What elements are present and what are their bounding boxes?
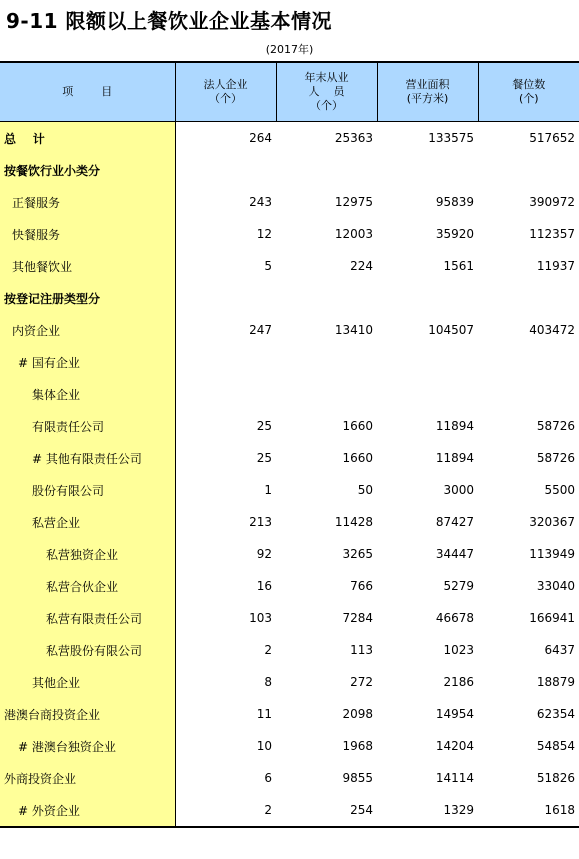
cell-seats bbox=[478, 154, 579, 186]
row-label bbox=[0, 474, 175, 506]
table-row bbox=[0, 762, 579, 794]
cell-area: 46678 bbox=[435, 611, 474, 625]
header-staff bbox=[276, 62, 377, 122]
cell-legal-entities: 11 bbox=[256, 707, 272, 721]
cell-seats: 6437 bbox=[544, 643, 575, 657]
cell-area: 1561 bbox=[443, 259, 474, 273]
cell-staff: 2098 bbox=[342, 707, 373, 721]
cell-area bbox=[377, 378, 478, 410]
table-row bbox=[0, 410, 579, 442]
row-label-text: 总 计 bbox=[4, 131, 45, 146]
row-label-text: 按登记注册类型分 bbox=[4, 291, 101, 306]
cell-area: 14204 bbox=[435, 739, 474, 753]
row-label bbox=[0, 634, 175, 666]
row-label bbox=[0, 346, 175, 378]
row-label bbox=[0, 282, 175, 314]
cell-staff: 272 bbox=[350, 675, 373, 689]
row-label bbox=[0, 570, 175, 602]
cell-legal-entities: 12 bbox=[256, 227, 272, 241]
row-label-text: # 外资企业 bbox=[18, 803, 80, 818]
cell-area: 87427 bbox=[435, 515, 474, 529]
row-label bbox=[0, 538, 175, 570]
cell-area: 1329 bbox=[377, 794, 478, 827]
row-label bbox=[0, 154, 175, 186]
row-label-text: 私营独资企业 bbox=[46, 547, 119, 562]
table-row bbox=[0, 442, 579, 474]
cell-staff bbox=[276, 346, 377, 378]
cell-legal-entities: 213 bbox=[249, 515, 272, 529]
cell-staff: 766 bbox=[350, 579, 373, 593]
row-label-text: 正餐服务 bbox=[12, 195, 61, 210]
row-label-text: 私营有限责任公司 bbox=[46, 611, 143, 626]
row-label-text: 股份有限公司 bbox=[32, 483, 105, 498]
row-label bbox=[0, 762, 175, 794]
cell-seats: 54854 bbox=[536, 739, 575, 753]
cell-legal-entities: 5 bbox=[264, 259, 272, 273]
cell-seats: 62354 bbox=[536, 707, 575, 721]
header-legal-line2: （个） bbox=[209, 92, 242, 105]
cell-seats: 58726 bbox=[536, 451, 575, 465]
cell-legal-entities: 103 bbox=[249, 611, 272, 625]
row-label bbox=[0, 698, 175, 730]
cell-seats: 11937 bbox=[536, 259, 575, 273]
cell-legal-entities: 16 bbox=[256, 579, 272, 593]
header-staff-line2: 人 员 bbox=[308, 85, 345, 98]
header-area-line2: (平方米) bbox=[406, 92, 449, 105]
cell-legal-entities: 264 bbox=[249, 131, 272, 145]
cell-staff: 9855 bbox=[342, 771, 373, 785]
row-label-text: 私营股份有限公司 bbox=[46, 643, 143, 658]
table-row bbox=[0, 314, 579, 346]
cell-staff: 113 bbox=[350, 643, 373, 657]
row-label-text: 集体企业 bbox=[32, 387, 81, 402]
row-label-text: 有限责任公司 bbox=[32, 419, 105, 434]
cell-seats: 166941 bbox=[529, 611, 575, 625]
cell-legal-entities: 10 bbox=[256, 739, 272, 753]
cell-legal-entities: 8 bbox=[264, 675, 272, 689]
cell-area: 104507 bbox=[428, 323, 474, 337]
cell-legal-entities bbox=[175, 154, 276, 186]
cell-staff: 11428 bbox=[334, 515, 373, 529]
cell-area: 2186 bbox=[443, 675, 474, 689]
cell-seats: 113949 bbox=[529, 547, 575, 561]
cell-area: 5279 bbox=[443, 579, 474, 593]
row-label bbox=[0, 410, 175, 442]
row-label-text: 私营合伙企业 bbox=[46, 579, 119, 594]
cell-seats: 33040 bbox=[536, 579, 575, 593]
cell-area: 14114 bbox=[435, 771, 474, 785]
cell-legal-entities: 247 bbox=[249, 323, 272, 337]
cell-area: 11894 bbox=[435, 451, 474, 465]
row-label bbox=[0, 314, 175, 346]
cell-staff: 1660 bbox=[342, 419, 373, 433]
cell-staff: 1660 bbox=[342, 451, 373, 465]
cell-area bbox=[377, 282, 478, 314]
row-label bbox=[0, 506, 175, 538]
cell-seats: 320367 bbox=[529, 515, 575, 529]
cell-staff: 12975 bbox=[334, 195, 373, 209]
header-legal-entities bbox=[175, 62, 276, 122]
cell-staff: 1968 bbox=[342, 739, 373, 753]
cell-seats: 1618 bbox=[478, 794, 579, 827]
cell-area: 11894 bbox=[435, 419, 474, 433]
row-label-text: 按餐饮行业小类分 bbox=[4, 163, 101, 178]
header-area bbox=[377, 62, 478, 122]
cell-seats: 58726 bbox=[536, 419, 575, 433]
row-label bbox=[0, 378, 175, 410]
table-row bbox=[0, 282, 579, 314]
row-label bbox=[0, 794, 175, 827]
cell-legal-entities: 1 bbox=[264, 483, 272, 497]
row-label-text: 港澳台商投资企业 bbox=[4, 707, 101, 722]
cell-legal-entities: 25 bbox=[256, 419, 272, 433]
row-label-text: 内资企业 bbox=[12, 323, 61, 338]
table-row bbox=[0, 666, 579, 698]
header-area-line1: 营业面积 bbox=[405, 78, 450, 91]
table-row bbox=[0, 122, 579, 155]
cell-seats: 18879 bbox=[536, 675, 575, 689]
cell-area: 35920 bbox=[435, 227, 474, 241]
header-seats bbox=[478, 62, 579, 122]
header-staff-line1: 年末从业 bbox=[304, 71, 349, 84]
cell-legal-entities: 2 bbox=[175, 794, 276, 827]
cell-legal-entities bbox=[175, 378, 276, 410]
cell-seats: 403472 bbox=[529, 323, 575, 337]
table-row bbox=[0, 794, 579, 827]
cell-staff: 13410 bbox=[334, 323, 373, 337]
cell-staff: 254 bbox=[276, 794, 377, 827]
cell-seats: 390972 bbox=[529, 195, 575, 209]
row-label bbox=[0, 218, 175, 250]
cell-area: 34447 bbox=[435, 547, 474, 561]
row-label-text: 其他餐饮业 bbox=[12, 259, 73, 274]
row-label bbox=[0, 186, 175, 218]
table-row bbox=[0, 730, 579, 762]
cell-staff: 50 bbox=[357, 483, 373, 497]
row-label-text: 外商投资企业 bbox=[4, 771, 77, 786]
cell-staff bbox=[276, 282, 377, 314]
row-label bbox=[0, 602, 175, 634]
table-row bbox=[0, 154, 579, 186]
table-row bbox=[0, 346, 579, 378]
cell-seats bbox=[478, 346, 579, 378]
row-label bbox=[0, 730, 175, 762]
cell-seats bbox=[478, 378, 579, 410]
cell-area: 1023 bbox=[443, 643, 474, 657]
cell-legal-entities bbox=[175, 346, 276, 378]
cell-seats bbox=[478, 282, 579, 314]
cell-staff bbox=[276, 154, 377, 186]
cell-area: 95839 bbox=[435, 195, 474, 209]
table-row bbox=[0, 250, 579, 282]
row-label-text: 快餐服务 bbox=[12, 227, 61, 242]
cell-area: 14954 bbox=[435, 707, 474, 721]
row-label-text: 其他企业 bbox=[32, 675, 81, 690]
table-row bbox=[0, 698, 579, 730]
cell-staff: 3265 bbox=[342, 547, 373, 561]
row-label-text: 私营企业 bbox=[32, 515, 81, 530]
table-row bbox=[0, 186, 579, 218]
page-title: 9-11 限额以上餐饮业企业基本情况 bbox=[6, 9, 333, 33]
cell-legal-entities: 92 bbox=[256, 547, 272, 561]
cell-legal-entities: 2 bbox=[264, 643, 272, 657]
cell-legal-entities: 6 bbox=[264, 771, 272, 785]
cell-seats: 5500 bbox=[544, 483, 575, 497]
cell-legal-entities: 243 bbox=[249, 195, 272, 209]
row-label-text: # 港澳台独资企业 bbox=[18, 739, 116, 754]
data-table bbox=[0, 61, 579, 828]
cell-seats: 517652 bbox=[529, 131, 575, 145]
cell-staff: 25363 bbox=[334, 131, 373, 145]
row-label bbox=[0, 442, 175, 474]
cell-area bbox=[377, 154, 478, 186]
table-row bbox=[0, 570, 579, 602]
table-row bbox=[0, 506, 579, 538]
table-row bbox=[0, 634, 579, 666]
header-seats-line2: (个) bbox=[518, 92, 539, 105]
cell-staff: 224 bbox=[350, 259, 373, 273]
header-row bbox=[0, 62, 579, 122]
header-seats-line1: 餐位数 bbox=[512, 78, 546, 91]
header-item-label: 项 目 bbox=[62, 85, 113, 98]
row-label-text: # 国有企业 bbox=[18, 355, 80, 370]
cell-area bbox=[377, 346, 478, 378]
row-label bbox=[0, 250, 175, 282]
cell-staff bbox=[276, 378, 377, 410]
year-caption: (2017年) bbox=[265, 43, 314, 56]
cell-staff: 12003 bbox=[334, 227, 373, 241]
cell-area: 3000 bbox=[443, 483, 474, 497]
table-row bbox=[0, 538, 579, 570]
cell-area: 133575 bbox=[428, 131, 474, 145]
header-item bbox=[0, 62, 175, 122]
table-row bbox=[0, 474, 579, 506]
table-row bbox=[0, 378, 579, 410]
cell-staff: 7284 bbox=[342, 611, 373, 625]
table-row bbox=[0, 602, 579, 634]
cell-legal-entities: 25 bbox=[256, 451, 272, 465]
cell-legal-entities bbox=[175, 282, 276, 314]
row-label bbox=[0, 122, 175, 155]
row-label-text: # 其他有限责任公司 bbox=[32, 451, 142, 466]
header-legal-line1: 法人企业 bbox=[203, 78, 248, 91]
cell-seats: 51826 bbox=[536, 771, 575, 785]
table-body bbox=[0, 122, 579, 828]
cell-seats: 112357 bbox=[529, 227, 575, 241]
table-row bbox=[0, 218, 579, 250]
row-label bbox=[0, 666, 175, 698]
header-staff-line3: （个） bbox=[310, 99, 343, 112]
